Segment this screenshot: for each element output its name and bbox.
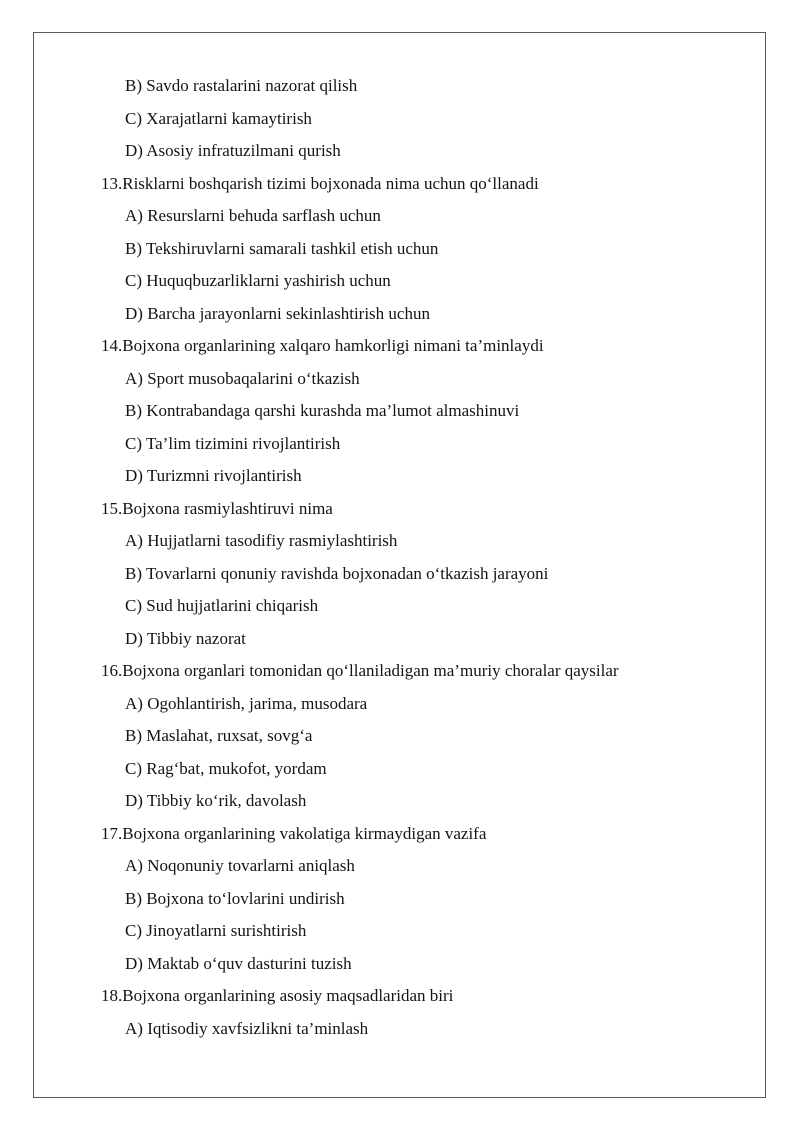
option-line: A) Noqonuniy tovarlarni aniqlash: [125, 856, 355, 875]
question-text: Bojxona organlarining xalqaro hamkorligi nimani ta’minlaydi: [122, 336, 544, 355]
question-number: 14.: [101, 336, 123, 355]
option-line: D) Tibbiy nazorat: [125, 628, 246, 648]
option-line: C) Huquqbuzarliklarni yashirish uchun: [125, 271, 391, 290]
question-15: [0, 493, 800, 526]
question-text: Bojxona organlarining asosiy maqsadlaridan biri: [122, 986, 454, 1005]
question-number: 18.: [101, 986, 123, 1005]
option-line: D) Maktab o‘quv dasturini tuzish: [125, 953, 352, 973]
question-number: 17.: [101, 823, 123, 843]
option-line: C) Rag‘bat, mukofot, yordam: [125, 758, 327, 778]
option-line: C) Xarajatlarni kamaytirish: [125, 108, 312, 128]
option-line: B) Bojxona to‘lovlarini undirish: [125, 888, 345, 908]
option-line: A) Hujjatlarni tasodifiy rasmiylashtirish: [125, 531, 398, 550]
option-line: A) Resurslarni behuda sarflash uchun: [125, 206, 381, 225]
option-line: B) Kontrabandaga qarshi kurashda ma’lumot almashinuvi: [125, 401, 520, 420]
option-line: A) Ogohlantirish, jarima, musodara: [125, 693, 368, 713]
question-14: [0, 330, 800, 363]
question-17: [0, 818, 800, 851]
question-text: Risklarni boshqarish tizimi bojxonada nima uchun qo‘llanadi: [122, 173, 539, 193]
option-line: D) Tibbiy ko‘rik, davolash: [125, 791, 307, 810]
option-line: D) Barcha jarayonlarni sekinlashtirish uchun: [125, 303, 430, 323]
question-number: 13.: [101, 173, 123, 193]
question-number: 15.: [101, 498, 123, 518]
option-line: B) Tekshiruvlarni samarali tashkil etish uchun: [125, 238, 439, 258]
option-line: A) Sport musobaqalarini o‘tkazish: [125, 368, 360, 388]
question-text: Bojxona rasmiylashtiruvi nima: [122, 498, 333, 518]
option-line: B) Maslahat, ruxsat, sovg‘a: [125, 726, 313, 745]
option-line: C) Ta’lim tizimini rivojlantirish: [125, 433, 341, 453]
option-line: D) Asosiy infratuzilmani qurish: [125, 141, 341, 160]
option-line: D) Turizmni rivojlantirish: [125, 466, 302, 485]
option-line: C) Sud hujjatlarini chiqarish: [125, 596, 319, 615]
question-text: Bojxona organlari tomonidan qo‘llaniladigan ma’muriy choralar qaysilar: [122, 661, 619, 680]
option-line: B) Savdo rastalarini nazorat qilish: [125, 76, 358, 95]
question-text: Bojxona organlarining vakolatiga kirmaydigan vazifa: [122, 823, 487, 843]
question-13: [0, 168, 800, 201]
question-number: 16.: [101, 661, 123, 680]
question-16: [0, 655, 800, 688]
option-line: B) Tovarlarni qonuniy ravishda bojxonadan o‘tkazish jarayoni: [125, 563, 549, 583]
question-18: [0, 980, 800, 1013]
option-line: C) Jinoyatlarni surishtirish: [125, 921, 307, 940]
document-body: [0, 70, 800, 1045]
option-line: A) Iqtisodiy xavfsizlikni ta’minlash: [125, 1018, 369, 1038]
